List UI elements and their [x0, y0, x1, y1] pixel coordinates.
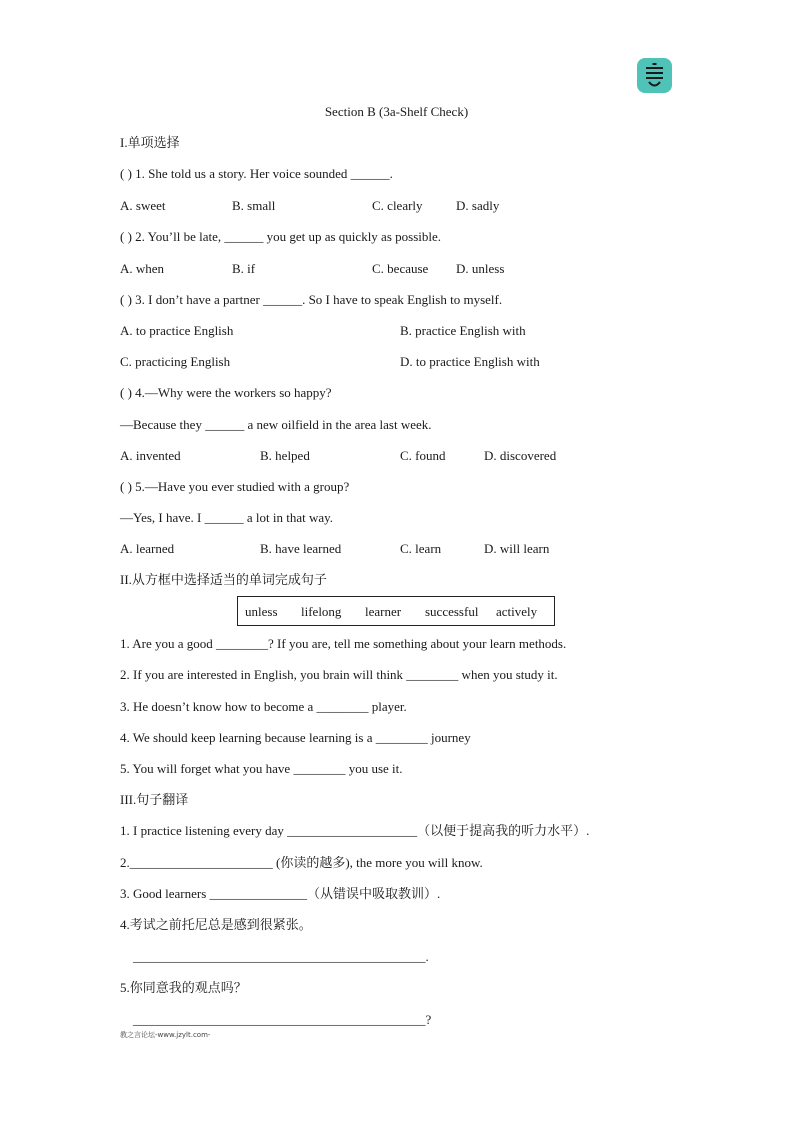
q1-option-a: A. sweet [120, 198, 166, 213]
q1-stem: ( ) 1. She told us a story. Her voice sounded ______. [120, 166, 393, 181]
word-bank-item: lifelong [301, 604, 342, 619]
q5-option-a: A. learned [120, 541, 175, 556]
part3-heading: III.句子翻译 [120, 792, 189, 807]
part3-item-1: 1. I practice listening every day ____________________（以便于提高我的听力水平）. [120, 823, 590, 838]
logo-icon [637, 58, 672, 93]
q4-option-b: B. helped [260, 448, 310, 463]
word-bank-item: learner [365, 604, 402, 619]
q4-reply: —Because they ______ a new oilfield in the area last week. [120, 417, 432, 432]
q4-option-c: C. found [400, 448, 446, 463]
part2-sentence-3: 3. He doesn’t know how to become a ________ player. [120, 699, 407, 714]
part3-item-4: 4.考试之前托尼总是感到很紧张。 [120, 917, 312, 932]
q3-option-b: B. practice English with [400, 323, 526, 338]
q2-stem: ( ) 2. You’ll be late, ______ you get up as quickly as possible. [120, 229, 441, 244]
q2-option-a: A. when [120, 261, 165, 276]
footer-source: 教之言论坛-www.jzylt.com- [120, 1031, 211, 1039]
word-bank-box [237, 596, 555, 626]
q2-option-c: C. because [372, 261, 429, 276]
q2-option-b: B. if [232, 261, 256, 276]
part3-item-3: 3. Good learners _______________（从错误中吸取教训）. [120, 886, 441, 901]
q3-option-a: A. to practice English [120, 323, 234, 338]
part3-answer-line-4: _____________________________________________. [120, 949, 429, 964]
q1-option-c: C. clearly [372, 198, 423, 213]
q3-stem: ( ) 3. I don’t have a partner ______. So I have to speak English to myself. [120, 292, 503, 307]
part1-heading: I.单项选择 [120, 135, 180, 150]
part2-heading: II.从方框中选择适当的单词完成句子 [120, 572, 327, 587]
q5-reply: —Yes, I have. I ______ a lot in that way. [120, 510, 334, 525]
part2-sentence-1: 1. Are you a good ________? If you are, tell me something about your learn methods. [120, 636, 567, 651]
q5-option-d: D. will learn [484, 541, 550, 556]
word-bank-item: unless [245, 604, 278, 619]
part3-item-5: 5.你同意我的观点吗？ [120, 980, 247, 995]
part3-answer-line-5: _____________________________________________? [120, 1012, 432, 1027]
q3-option-d: D. to practice English with [400, 354, 540, 369]
part2-sentence-5: 5. You will forget what you have ________ you use it. [120, 761, 403, 776]
q1-option-d: D. sadly [456, 198, 500, 213]
word-bank-item: successful [425, 604, 479, 619]
q4-option-a: A. invented [120, 448, 181, 463]
q4-stem: ( ) 4.—Why were the workers so happy? [120, 385, 332, 400]
q3-option-c: C. practicing English [120, 354, 231, 369]
word-bank-item: actively [496, 604, 538, 619]
page-title: Section B (3a-Shelf Check) [324, 104, 469, 119]
q5-option-b: B. have learned [260, 541, 342, 556]
part2-sentence-2: 2. If you are interested in English, you brain will think ________ when you study it. [120, 667, 558, 682]
q5-option-c: C. learn [400, 541, 442, 556]
part2-sentence-4: 4. We should keep learning because learning is a ________ journey [120, 730, 471, 745]
part3-item-2: 2.______________________ (你读的越多), the more you will know. [120, 855, 483, 870]
q2-option-d: D. unless [456, 261, 505, 276]
q1-option-b: B. small [232, 198, 276, 213]
q5-stem: ( ) 5.—Have you ever studied with a group? [120, 479, 350, 494]
q4-option-d: D. discovered [484, 448, 557, 463]
